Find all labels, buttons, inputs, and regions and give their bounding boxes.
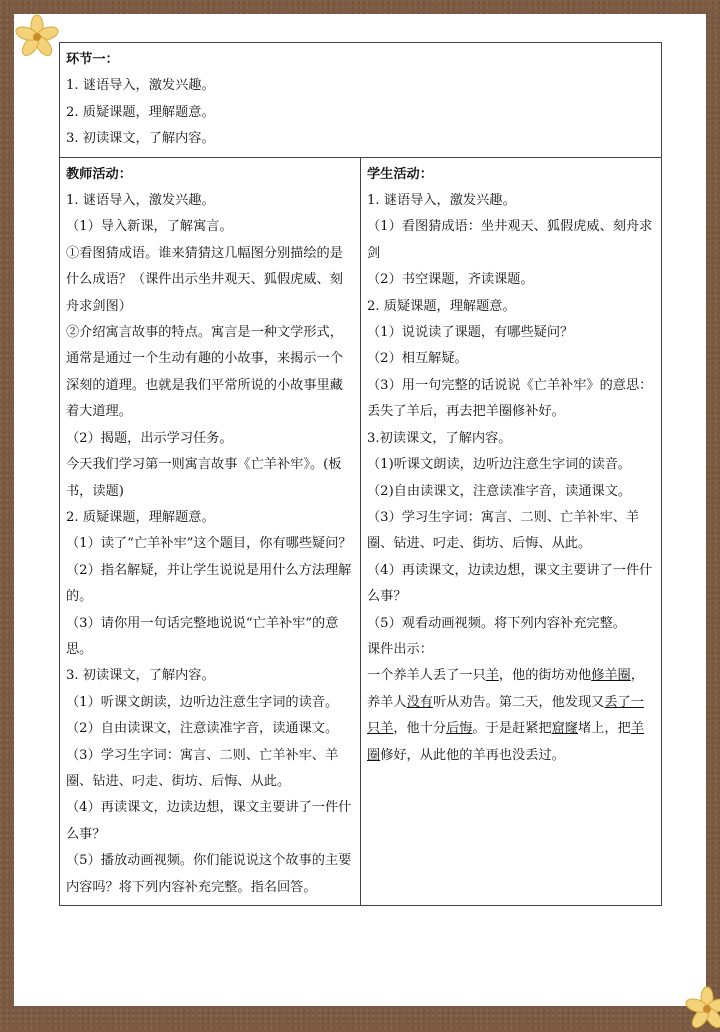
lesson-table: [59, 42, 662, 906]
story-text: ，他十分: [393, 721, 447, 737]
teacher-line: （2）自由读课文，注意读准字音，读通课文。: [66, 721, 339, 737]
story-text: ，他的街坊劝他: [498, 668, 592, 684]
story-blank: 羊: [485, 668, 499, 684]
overview-item: 2. 质疑课题，理解题意。: [66, 104, 215, 120]
section-title: 环节一：: [66, 52, 119, 67]
student-line: （1）说说读了课题，有哪些疑问？: [367, 325, 574, 341]
student-title: 学生活动：: [367, 166, 433, 182]
teacher-line: （4）再读课文，边读边想，课文主要讲了一件什么事？: [66, 800, 352, 842]
story-blank: 没有: [406, 694, 433, 710]
student-line: （2)自由读课文，注意读准字音，读通课文。: [367, 483, 632, 499]
story-text: 一个养羊人丢了一只: [367, 668, 486, 684]
student-line: 2. 质疑课题，理解题意。: [367, 298, 516, 314]
teacher-line: （2）指名解疑，并让学生说说是用什么方法理解的。: [66, 562, 352, 605]
student-line: （4）再读课文，边读边想，课文主要讲了一件什么事？: [367, 562, 653, 605]
teacher-line: （1）读了“亡羊补牢”这个题目，你有哪些疑问？: [66, 536, 352, 552]
story-text: 修好，从此他的羊再也没丢过。: [380, 747, 565, 763]
student-line: （2）相互解疑。: [367, 351, 468, 367]
student-line: 课件出示：: [367, 641, 433, 657]
teacher-line: （2）揭题，出示学习任务。: [66, 430, 233, 446]
flower-decoration-icon: [684, 986, 720, 1032]
student-line: 1. 谜语导入，激发兴趣。: [367, 193, 516, 209]
story-blank: 窟窿: [551, 721, 578, 737]
student-line: （1）看图猜成语：坐井观天、狐假虎威、刻舟求剑: [367, 219, 653, 261]
student-line: （3）用一句完整的话说说《亡羊补牢》的意思：丢失了羊后，再去把羊圈修补好。: [367, 377, 653, 420]
teacher-line: （1）导入新课，了解寓言。: [66, 219, 233, 235]
teacher-line: 1. 谜语导入，激发兴趣。: [66, 193, 215, 209]
overview-item: 3. 初读课文，了解内容。: [66, 131, 215, 147]
story-text: 堵上，把: [578, 721, 631, 737]
teacher-line: ②介绍寓言故事的特点。寓言是一种文学形式，通常是通过一个生动有趣的小故事，来揭示一个深刻的道理。也就是我们平常所说的小故事里藏着大道理。: [66, 325, 343, 420]
teacher-activities: [60, 157, 361, 905]
story-blank: 后悔: [446, 721, 473, 737]
flower-decoration-icon: [14, 14, 60, 60]
teacher-line: 今天我们学习第一则寓言故事《亡羊补牢》。(板书，读题): [66, 457, 342, 499]
teacher-line: 2. 质疑课题，理解题意。: [66, 509, 215, 525]
story-blank: 羊圈: [367, 721, 644, 763]
teacher-line: （3）请你用一句话完整地说说“亡羊补牢”的意思。: [66, 615, 339, 657]
teacher-line: （3）学习生字词：寓言、二则、亡羊补牢、羊圈、钻进、叼走、街坊、后悔、从此。: [66, 747, 339, 789]
student-line: （5）观看动画视频。将下列内容补充完整。: [367, 615, 626, 631]
story-text: 。于是赶紧把: [472, 721, 552, 737]
story-blank: 丢了一只羊: [367, 694, 644, 737]
story-text: 听从劝告。第二天，他发现又: [432, 694, 605, 710]
student-line: （2）书空课题，齐读课题。: [367, 272, 534, 288]
overview-item: 1. 谜语导入，激发兴趣。: [66, 78, 215, 94]
student-line: （3）学习生字词：寓言、二则、亡羊补牢、羊圈、钻进、叼走、街坊、后悔、从此。: [367, 509, 640, 552]
story-blank: 修羊圈: [591, 668, 631, 684]
teacher-line: ①看图猜成语。谁来猜猜这几幅图分别描绘的是什么成语？（课件出示坐井观天、狐假虎威、刻舟求剑图）: [66, 245, 343, 314]
section-overview: [60, 43, 662, 158]
story-text: ，养羊人: [367, 668, 644, 710]
teacher-title: 教师活动：: [66, 166, 132, 182]
student-line: 3.初读课文，了解内容。: [367, 430, 512, 446]
story-paragraph: [367, 663, 655, 769]
teacher-line: （5）播放动画视频。你们能说说这个故事的主要内容吗？将下列内容补充完整。指名回答。: [66, 853, 352, 895]
page: [14, 14, 706, 1006]
student-activities: [361, 157, 662, 905]
teacher-line: 3. 初读课文，了解内容。: [66, 668, 215, 684]
student-line: （1)听课文朗读，边听边注意生字词的读音。: [367, 457, 632, 473]
teacher-line: （1）听课文朗读，边听边注意生字词的读音。: [66, 694, 339, 710]
